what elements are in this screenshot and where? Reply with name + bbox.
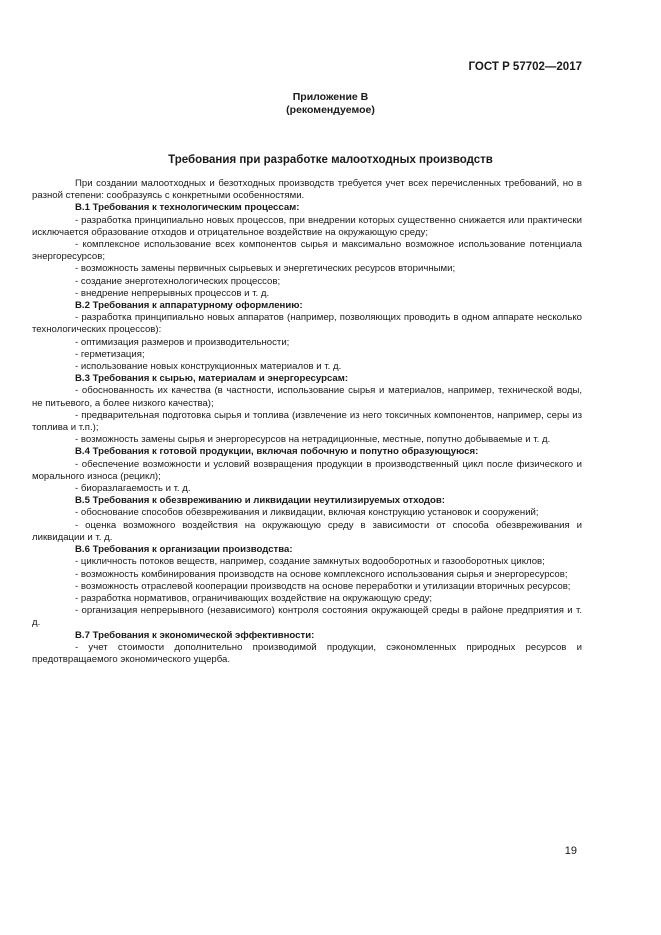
subsection-heading: В.2 Требования к аппаратурному оформлению: [75, 300, 303, 312]
subsection-heading: В.1 Требования к технологическим процессам: [75, 202, 300, 214]
section-heading: Требования при разработке малоотходных производств [168, 154, 493, 166]
subsection-heading: В.3 Требования к сырью, материалам и энергоресурсам: [75, 373, 349, 385]
paragraph: - возможность замены сырья и энергоресурсов на нетрадиционные, местные, попутно добываемые и т. д. [75, 434, 551, 446]
paragraph: - разработка принципиально новых аппаратов (например, позволяющих проводить в одном аппарате несколько технологических процессов): [32, 312, 582, 336]
paragraph: - внедрение непрерывных процессов и т. д. [75, 287, 270, 299]
paragraph: - использование новых конструкционных материалов и т. д. [75, 361, 342, 373]
paragraph: - разработка нормативов, ограничивающих воздействие на окружающую среду; [75, 592, 433, 604]
paragraph: - организация непрерывного (независимого) контроля состояния окружающей среды в районе предприятия и т. д. [32, 605, 582, 629]
appendix-title-block [0, 91, 661, 117]
paragraph: - оценка возможного воздействия на окружающую среду в зависимости от способа обезвреживания и ликвидации и т. д. [32, 519, 582, 543]
paragraph: - обоснование способов обезвреживания и ликвидации, включая конструкцию установок и сооружений; [75, 507, 539, 519]
subsection-heading: В.6 Требования к организации производства: [75, 544, 293, 556]
subsection-heading: В.5 Требования к обезвреживанию и ликвидации неутилизируемых отходов: [75, 495, 445, 507]
paragraph: - предварительная подготовка сырья и топлива (извлечение из него токсичных компонентов, например, серы из топлива и т.п.); [32, 409, 582, 434]
paragraph: - разработка принципиально новых процессов, при внедрении которых существенно снижается или практически исключается образование отходов и отрицательное воздействие на окружающую среду; [32, 214, 582, 238]
paragraph: - оптимизация размеров и производительности; [75, 336, 290, 348]
appendix-title: Приложение В [292, 91, 369, 103]
paragraph: - обеспечение возможности и условий возвращения продукции в производственный цикл после физического и морального износа (рецикл); [32, 458, 582, 482]
page-number: 19 [564, 845, 577, 857]
paragraph: - создание энерготехнологических процессов; [75, 275, 281, 287]
body-text [32, 178, 582, 666]
paragraph: - возможность комбинирования производств на основе комплексного использования сырья и энергоресурсов; [75, 568, 568, 580]
paragraph: - цикличность потоков веществ, например, создание замкнутых водооборотных и газооборотных циклов; [75, 556, 545, 568]
paragraph: - возможность отраслевой кооперации производств на основе переработки и утилизации вторичных ресурсов; [75, 580, 571, 592]
appendix-status: (рекомендуемое) [286, 104, 375, 116]
subsection-heading: В.4 Требования к готовой продукции, включая побочную и попутно образующуюся: [75, 446, 479, 458]
paragraph: При создании малоотходных и безотходных производств требуется учет всех перечисленных требований, но в разной степени: сообразуясь с конкретными особенностями. [32, 178, 582, 202]
paragraph: - возможность замены первичных сырьевых и энергетических ресурсов вторичными; [75, 263, 456, 275]
paragraph: - биоразлагаемость и т. д. [75, 483, 191, 495]
paragraph: - комплексное использование всех компонентов сырья и максимально возможное использование потенциала энергоресурсов; [32, 239, 582, 263]
paragraph: - обоснованность их качества (в частности, использование сырья и материалов, например, технической воды, не питьевого, а более низкого качества); [32, 385, 582, 409]
paragraph: - герметизация; [75, 348, 145, 360]
subsection-heading: В.7 Требования к экономической эффективности: [75, 629, 315, 641]
paragraph: - учет стоимости дополнительно производимой продукции, сэкономленных природных ресурсов и предотвращаемого экономического ущерба. [32, 641, 582, 665]
standard-number: ГОСТ Р 57702—2017 [468, 61, 582, 73]
